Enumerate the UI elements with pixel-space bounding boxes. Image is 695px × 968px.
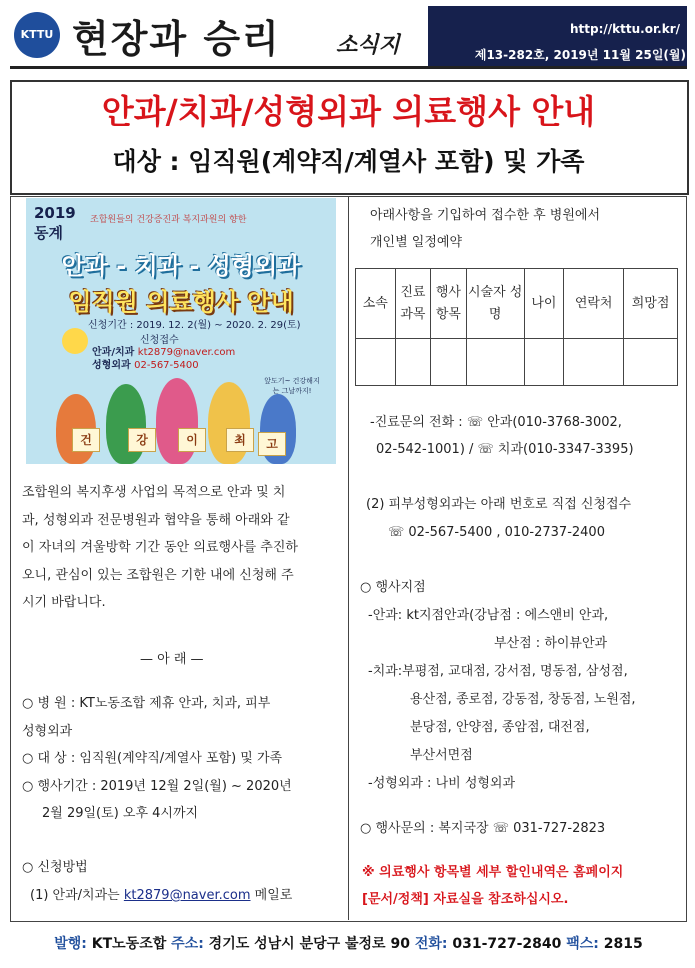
intro-line: 오니, 관심이 있는 조합원은 기한 내에 신청해 주 (22, 567, 294, 583)
table-cell[interactable] (624, 339, 678, 386)
poster-period: 신청기간 : 2019. 12. 2(월) ~ 2020. 2. 29(토) (88, 320, 301, 331)
method-text: (1) 안과/치과는 (30, 888, 124, 903)
event-contact: ○ 행사문의 : 복지국장 ☏ 031-727-2823 (360, 821, 606, 836)
branch-heading: ○ 행사지점 (360, 580, 426, 595)
intro-paragraph (22, 479, 344, 617)
logo-text: KTTU (20, 28, 54, 41)
poster-season: 동계 (34, 224, 63, 242)
detail-item: 2월 29일(토) 오후 4시까지 (42, 806, 199, 821)
page-subtitle: 대상 : 임직원(계약직/계열사 포함) 및 가족 (112, 147, 585, 176)
branch-dental: 용산점, 종로점, 강동점, 창동점, 노원점, (410, 692, 636, 707)
brand-subtitle: 소식지 (336, 33, 400, 58)
derm-line: (2) 피부성형외과는 아래 번호로 직접 신청접수 (366, 497, 632, 512)
detail-list (22, 690, 346, 828)
intro-line: 조합원의 복지후생 사업의 목적으로 안과 및 치 (22, 485, 286, 500)
table-cell[interactable] (524, 339, 564, 386)
person-illustration (106, 384, 146, 464)
footer-label: 팩스: (566, 936, 599, 952)
table-header: 진료 과목 (395, 269, 431, 339)
poster-headline: 안과 - 치과 - 성형외과 (61, 252, 301, 280)
branch-dental: -치과:부평점, 교대점, 강서점, 명동점, 삼성점, (368, 664, 628, 679)
inquiry-line: 02-542-1001) / ☏ 치과(010-3347-3395) (376, 442, 634, 457)
method-heading: ○ 신청방법 (22, 860, 88, 875)
arae-heading: — 아 래 — (140, 652, 204, 667)
poster-tile: 강 (128, 428, 156, 452)
website-url[interactable]: http://kttu.or.kr/ (569, 22, 680, 36)
poster-tile: 고 (258, 432, 286, 456)
brand-title: 현장과 승리 (72, 16, 281, 61)
detail-item: 성형외과 (22, 723, 73, 739)
table-cell[interactable] (564, 339, 624, 386)
poster-tile: 최 (226, 428, 254, 452)
footer-label: 주소: (171, 936, 204, 952)
poster-contact-phone (92, 356, 199, 371)
detail-item: ○ 대 상 : 임직원(계약직/계열사 포함) 및 가족 (22, 751, 283, 766)
intro-line: 이 자녀의 겨울방학 기간 동안 의료행사를 추진하 (22, 540, 298, 555)
poster-contact-label: 안과/치과 (92, 347, 138, 358)
detail-item: ○ 행사기간 : 2019년 12월 2일(월) ~ 2020년 (22, 778, 292, 794)
table-header: 나이 (524, 269, 564, 339)
application-form-table (355, 268, 678, 386)
table-header: 소속 (356, 269, 396, 339)
method-text: 메일로 (250, 888, 293, 903)
inquiry-line: -진료문의 전화 : ☏ 안과(010-3768-3002, (370, 415, 622, 430)
poster-headline-2: 임직원 의료행사 안내 (68, 288, 294, 316)
branch-plastic: -성형외과 : 나비 성형외과 (368, 776, 516, 791)
poster-apply-label: 신청접수 (140, 335, 179, 346)
branch-dental: 분당점, 안양점, 종암점, 대전점, (410, 720, 590, 735)
derm-phone: ☏ 02-567-5400 , 010-2737-2400 (388, 525, 605, 540)
intro-line: 시기 바랍니다. (22, 595, 106, 610)
discount-note: [문서/정책] 자료실을 참조하십시오. (362, 892, 569, 907)
detail-item: ○ 병 원 : KT노동조합 제휴 안과, 치과, 피부 (22, 696, 271, 711)
discount-note: ※ 의료행사 항목별 세부 할인내역은 홈페이지 (362, 865, 624, 880)
table-header: 행사 항목 (431, 269, 467, 339)
poster-contact-value: 02-567-5400 (134, 360, 199, 371)
method-email-link[interactable]: kt2879@naver.com (123, 888, 251, 903)
table-cell[interactable] (431, 339, 467, 386)
branch-eye: 부산점 : 하이뷰안과 (494, 636, 608, 651)
table-cell[interactable] (395, 339, 431, 386)
table-header: 희망점 (624, 269, 678, 339)
footer-label: 발행: (54, 936, 87, 952)
poster-contact-label: 성형외과 (92, 360, 135, 371)
footer-address: 경기도 성남시 분당구 불정로 90 (203, 936, 415, 952)
poster-tile: 이 (178, 428, 206, 452)
poster-tile: 건 (72, 428, 100, 452)
sun-icon (62, 328, 88, 354)
footer-phone: 031-727-2840 (447, 936, 567, 952)
page-title: 안과/치과/성형외과 의료행사 안내 (101, 92, 596, 131)
branch-eye: -안과: kt지점안과(강남점 : 에스앤비 안과, (368, 608, 609, 623)
poster-year: 2019 (34, 204, 76, 222)
table-cell[interactable] (466, 339, 524, 386)
method-line (30, 882, 292, 910)
form-instruction: 개인별 일정예약 (370, 235, 463, 250)
intro-line: 과, 성형외과 전문병원과 협약을 통해 아래와 같 (22, 512, 290, 528)
poster-contact-value: kt2879@naver.com (137, 347, 236, 358)
form-instruction: 아래사항을 기입하여 접수한 후 병원에서 (370, 208, 601, 223)
footer-label: 전화: (414, 936, 448, 952)
issue-info: 제13-282호, 2019년 11월 25일(월) (474, 48, 686, 62)
poster-side-note: 앞도기~ 건강해지는 그날까지! (264, 377, 320, 395)
footer (10, 933, 687, 953)
table-header: 연락처 (564, 269, 624, 339)
footer-publisher: KT노동조합 (86, 936, 172, 952)
branch-dental: 부산서면점 (410, 748, 473, 763)
poster-slogan: 조합원들의 건강증진과 복지과원의 향한 (90, 215, 247, 225)
kttu-logo-icon (14, 12, 60, 58)
column-divider (348, 196, 349, 920)
footer-fax: 2815 (598, 936, 643, 952)
table-header: 시술자 성명 (466, 269, 524, 339)
table-cell[interactable] (356, 339, 396, 386)
